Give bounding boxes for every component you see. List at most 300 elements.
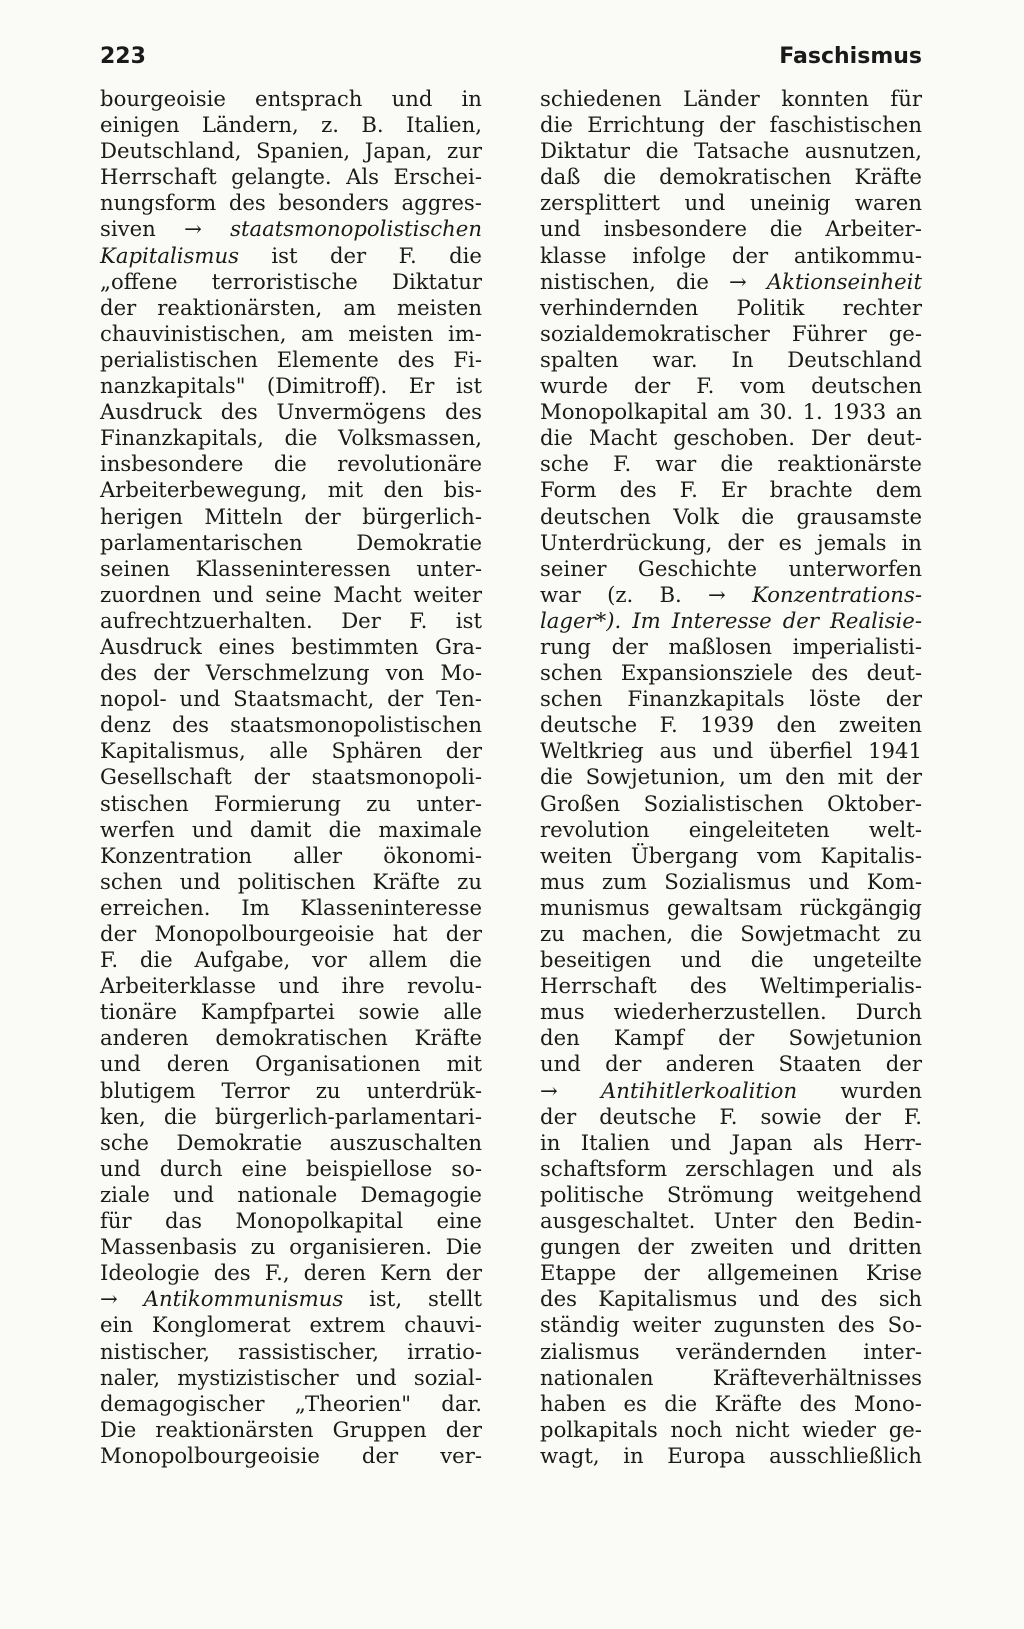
page-number: 223	[100, 43, 146, 69]
text-line	[100, 582, 482, 608]
word: meisten	[348, 320, 434, 346]
word: wurden	[840, 1077, 922, 1103]
word: werfen	[100, 816, 175, 842]
word: F.,	[264, 1260, 290, 1286]
text-line	[540, 1286, 922, 1312]
word: nanzkapitals"	[100, 373, 246, 399]
word: und	[684, 190, 726, 216]
word: brachte	[769, 477, 853, 503]
word: Sowjetunion	[788, 1025, 922, 1051]
word: ein	[100, 1312, 133, 1338]
word: der	[100, 921, 137, 946]
text-line	[100, 686, 482, 712]
word: des	[799, 1390, 837, 1416]
word: des	[619, 477, 657, 503]
word: →	[100, 1286, 118, 1312]
text-line	[540, 530, 922, 556]
word: der	[643, 1260, 680, 1286]
word: reaktionärste	[777, 451, 922, 477]
word: Herrschaft	[100, 164, 217, 190]
word: Antikommunismus	[143, 1286, 344, 1312]
text-line	[100, 164, 482, 190]
word: dem	[875, 477, 922, 503]
word: Sowjetunion,	[585, 764, 726, 790]
word: mus	[540, 999, 585, 1025]
word: Interesse	[671, 607, 772, 633]
word: und	[790, 1234, 832, 1260]
text-line	[100, 921, 482, 947]
text-line	[100, 1443, 482, 1469]
word: damit	[249, 816, 312, 842]
word: denz	[100, 712, 151, 738]
word: So-	[887, 1312, 922, 1338]
page-header	[100, 36, 922, 76]
word: die	[664, 1390, 698, 1416]
word: nopol-	[100, 686, 167, 712]
word: extrem	[309, 1312, 386, 1338]
text-line	[100, 738, 482, 764]
word: B.	[361, 112, 384, 138]
word: zu	[315, 1077, 341, 1103]
word: deutschen	[811, 373, 922, 399]
text-line	[100, 1156, 482, 1182]
word: irratio-	[407, 1338, 482, 1364]
word: 1939	[700, 712, 755, 738]
word: Großen	[540, 790, 621, 816]
text-line	[540, 321, 922, 347]
word: die	[720, 451, 754, 477]
word: Mitteln	[204, 503, 283, 529]
word: Im	[241, 894, 270, 920]
word: rückgängig	[799, 894, 922, 920]
text-line	[100, 869, 482, 895]
text-line	[540, 1156, 922, 1182]
word: Errichtung	[587, 112, 705, 138]
word: ver-	[440, 1442, 482, 1468]
text-line	[100, 86, 482, 112]
word: anderen	[665, 1051, 755, 1077]
word: am	[301, 320, 334, 346]
word: tionäre	[100, 999, 177, 1025]
text-line	[100, 399, 482, 425]
word: weiter	[632, 1312, 701, 1338]
word: überfiel	[769, 738, 853, 764]
word: zweiten	[838, 712, 922, 738]
word: zu	[457, 868, 482, 894]
word: F.	[409, 607, 428, 633]
word: unter-	[416, 555, 482, 581]
word: die	[540, 764, 573, 790]
text-line	[100, 1025, 482, 1051]
word: der	[637, 1234, 674, 1260]
word: der	[782, 607, 819, 633]
word: Monopolbourgeoisie	[154, 921, 375, 946]
word: reaktionärsten,	[157, 294, 323, 320]
text-line	[540, 1417, 922, 1443]
word: und	[100, 1051, 141, 1077]
word: welt-	[868, 816, 922, 842]
text-line	[540, 347, 922, 373]
word: eine	[241, 1155, 288, 1181]
word: Kapitalismus,	[100, 738, 246, 764]
word: der	[634, 373, 671, 399]
text-line	[100, 817, 482, 843]
word: Geschichte	[637, 555, 758, 581]
word: zum	[601, 868, 647, 894]
word: waren	[854, 190, 922, 216]
word: Kräfteverhältnisses	[712, 1364, 922, 1390]
word: deutsche	[599, 1103, 697, 1129]
text-line	[540, 1208, 922, 1234]
word: war	[540, 581, 581, 607]
word: des	[228, 190, 266, 216]
running-title: Faschismus	[779, 43, 922, 69]
word: Unter	[713, 1208, 777, 1234]
word: Mono-	[853, 1390, 922, 1416]
text-line	[100, 138, 482, 164]
word: gungen	[540, 1234, 621, 1260]
word: Der	[341, 607, 381, 633]
word: des	[100, 660, 137, 686]
word: ziale	[100, 1181, 150, 1207]
text-line	[100, 1286, 482, 1312]
word: stischen	[100, 790, 189, 816]
word: inter-	[863, 1338, 922, 1364]
word: F.	[100, 947, 119, 973]
word: Finanzkapitals	[627, 686, 785, 712]
text-line	[540, 190, 922, 216]
word: deut-	[866, 660, 922, 686]
word: F.	[613, 451, 632, 477]
word: Ten-	[436, 686, 482, 712]
word: ist	[455, 607, 482, 633]
word: erreichen.	[100, 894, 211, 920]
word: des	[213, 1260, 251, 1286]
word: Im	[632, 607, 661, 633]
word: Länder	[683, 86, 760, 111]
word: Monopolkapital	[235, 1208, 404, 1234]
word: Macht	[588, 425, 658, 451]
word: rassistischer,	[238, 1338, 380, 1364]
word: demokratischen	[215, 1025, 388, 1051]
word: von	[385, 660, 425, 686]
word: siven	[100, 216, 156, 242]
word: der	[100, 294, 137, 320]
word: F.	[719, 1103, 738, 1129]
word: zu	[366, 790, 392, 816]
word: deren	[303, 1260, 367, 1286]
word: Fi-	[453, 346, 482, 372]
word: hat	[392, 921, 428, 946]
word: anderen	[100, 1025, 189, 1051]
word: Aktionseinheit	[766, 268, 922, 294]
word: und	[758, 1286, 800, 1312]
text-line	[100, 999, 482, 1025]
word: Kräfte	[414, 1025, 482, 1051]
word: verändernden	[676, 1338, 827, 1364]
word: den	[776, 712, 817, 738]
word: Kampfpartei	[200, 999, 335, 1025]
word: der	[445, 1416, 482, 1442]
text-line	[540, 791, 922, 817]
text-line	[100, 216, 482, 242]
word: Durch	[855, 999, 922, 1025]
word: reaktionärsten	[155, 1416, 314, 1442]
word: die	[690, 921, 724, 946]
word: die	[449, 242, 482, 268]
word: (z.	[607, 581, 634, 607]
word: bürgerlich-	[362, 503, 482, 529]
word: beseitigen	[540, 947, 652, 973]
word: →	[708, 581, 726, 607]
word: des	[397, 346, 435, 372]
word: als	[891, 1155, 922, 1181]
word: am	[343, 294, 376, 320]
word: unterdrük-	[366, 1077, 482, 1103]
word: konnten	[781, 86, 869, 111]
word: durch	[159, 1155, 223, 1181]
word: Politik	[736, 294, 805, 320]
word: Japan	[731, 1129, 793, 1155]
word: politischen	[237, 868, 356, 894]
text-line	[540, 1051, 922, 1077]
word: und	[100, 1155, 141, 1181]
word: ständig	[540, 1312, 620, 1338]
word: infolge	[632, 242, 707, 268]
word: Herrschaft	[540, 973, 657, 999]
word: in	[623, 1442, 644, 1468]
word: F.	[696, 373, 715, 399]
word: des	[820, 1286, 858, 1312]
word: ausnutzen,	[804, 138, 922, 164]
word: Diktatur	[391, 268, 482, 294]
word: zugunsten	[713, 1312, 826, 1338]
word: mit	[837, 764, 874, 790]
word: Er	[408, 373, 435, 399]
word: mit	[446, 1051, 482, 1077]
text-line	[100, 1260, 482, 1286]
text-line	[100, 451, 482, 477]
word: ist	[271, 242, 298, 268]
word: am	[717, 399, 750, 425]
text-line	[100, 608, 482, 634]
word: Staaten	[778, 1051, 862, 1077]
word: lager*).	[540, 607, 622, 633]
word: im-	[447, 320, 482, 346]
word: Sozialismus	[664, 868, 792, 894]
word: schen	[540, 686, 603, 712]
text-line	[540, 1078, 922, 1104]
word: Tatsache	[694, 138, 790, 164]
word: seinen	[100, 555, 171, 581]
text-line	[100, 1130, 482, 1156]
text-line	[540, 86, 922, 112]
word: war	[655, 451, 697, 477]
word: Übergang	[630, 842, 739, 868]
text-line	[100, 1078, 482, 1104]
word: wieder	[802, 1416, 876, 1442]
word: sche	[540, 451, 589, 477]
word: verhindernden	[540, 294, 699, 320]
word: die	[540, 112, 573, 138]
word: 30.	[759, 399, 794, 425]
word: die	[328, 816, 362, 842]
word: Staatsmacht,	[233, 686, 375, 712]
word: entsprach	[255, 86, 363, 111]
text-line	[100, 843, 482, 869]
text-line	[100, 895, 482, 921]
word: Finanzkapitals,	[100, 425, 264, 451]
word: Kräfte	[714, 1390, 783, 1416]
word: zur	[447, 138, 482, 164]
word: Japan,	[364, 138, 433, 164]
text-line	[540, 817, 922, 843]
word: insbesondere	[603, 216, 748, 242]
text-line	[100, 1417, 482, 1443]
word: F.	[659, 712, 678, 738]
word: politische	[540, 1181, 645, 1207]
word: der	[727, 529, 764, 555]
text-line	[100, 112, 482, 138]
word: deren	[166, 1051, 230, 1077]
word: für	[100, 1208, 132, 1234]
word: Deutschland	[787, 346, 922, 372]
word: eines	[218, 633, 275, 659]
text-line	[540, 869, 922, 895]
word: es	[623, 1390, 647, 1416]
word: aggres-	[401, 190, 482, 216]
word: Bedin-	[852, 1208, 922, 1234]
word: parlamentarischen	[100, 529, 303, 555]
word: besonders	[278, 190, 389, 216]
text-line	[540, 295, 922, 321]
word: ausgeschaltet.	[540, 1208, 696, 1234]
word: nungsform	[100, 190, 217, 216]
word: Italien,	[405, 112, 482, 138]
text-line	[100, 347, 482, 373]
text-line	[100, 295, 482, 321]
word: Ausdruck	[100, 399, 202, 425]
word: Kom-	[866, 868, 922, 894]
word: Deutschland,	[100, 138, 242, 164]
word: den	[540, 1025, 580, 1051]
word: klasse	[540, 242, 607, 268]
word: der	[719, 112, 756, 138]
text-line	[100, 947, 482, 973]
word: zuordnen	[100, 581, 202, 607]
word: alle	[269, 738, 308, 764]
word: ungeteilte	[812, 947, 922, 973]
word: der	[731, 242, 769, 268]
word: Antihitlerkoalition	[601, 1077, 798, 1103]
word: Arbeiterbewegung,	[100, 477, 308, 503]
word: zu	[250, 1234, 276, 1260]
text-line	[100, 190, 482, 216]
word: die	[139, 947, 173, 973]
word: und	[670, 1129, 712, 1155]
word: und	[832, 1155, 874, 1181]
word: staatsmonopolistischen	[230, 216, 482, 242]
text-line	[540, 138, 922, 164]
word: z.	[321, 112, 340, 138]
word: die	[163, 1103, 197, 1129]
text-line	[540, 477, 922, 503]
word: Organisationen	[255, 1051, 421, 1077]
word: rechter	[842, 294, 922, 320]
text-column-right	[540, 86, 922, 1469]
word: organisieren.	[289, 1234, 432, 1260]
text-line	[100, 321, 482, 347]
word: Arbeiter-	[825, 216, 922, 242]
word: maximale	[378, 816, 482, 842]
text-line	[540, 1104, 922, 1130]
word: des	[837, 1312, 875, 1338]
word: der	[253, 764, 290, 790]
text-line	[100, 1312, 482, 1338]
word: Kapitalismus	[598, 1286, 738, 1312]
word: Krise	[865, 1260, 922, 1286]
word: faschistischen	[769, 112, 922, 138]
text-line	[540, 712, 922, 738]
word: Kapitalis-	[820, 842, 922, 868]
word: Form	[540, 477, 597, 503]
word: bürgerlich-parlamentari-	[214, 1103, 482, 1129]
word: Strömung	[666, 1181, 774, 1207]
word: Sozialistischen	[643, 790, 804, 816]
word: perialistischen	[100, 346, 258, 372]
word: schaftsform	[540, 1155, 668, 1181]
word: stellt	[427, 1286, 482, 1312]
word: zialismus	[540, 1338, 640, 1364]
text-line	[100, 504, 482, 530]
word: Klasseninteresse	[300, 894, 482, 920]
word: 1941	[868, 738, 922, 764]
word: der	[361, 1442, 399, 1468]
word: geschoben.	[673, 425, 795, 451]
word: jemals	[817, 529, 887, 555]
word: und	[191, 816, 233, 842]
word: Herr-	[863, 1129, 922, 1155]
word: staatsmonopolistischen	[230, 712, 482, 738]
word: und	[391, 86, 433, 111]
word: spalten	[540, 346, 619, 372]
word: staatsmonopoli-	[311, 764, 482, 790]
word: F.	[679, 477, 698, 503]
word: die	[284, 425, 318, 451]
text-line	[540, 764, 922, 790]
word: zweiten	[690, 1234, 774, 1260]
word: für	[890, 86, 922, 111]
text-line	[540, 451, 922, 477]
text-line	[100, 660, 482, 686]
text-line	[540, 399, 922, 425]
word: das	[164, 1208, 203, 1234]
word: seine	[265, 581, 322, 607]
word: in	[461, 86, 482, 111]
word: Gesellschaft	[100, 764, 232, 790]
text-line	[540, 243, 922, 269]
word: Als	[346, 164, 380, 190]
word: den	[785, 764, 825, 790]
word: Demagogie	[360, 1181, 482, 1207]
word: grausamste	[796, 503, 922, 529]
word: revolution	[540, 816, 650, 842]
text-line	[540, 686, 922, 712]
word: naler,	[100, 1364, 161, 1390]
word: haben	[540, 1390, 607, 1416]
word: Oktober-	[827, 790, 922, 816]
word: weitgehend	[796, 1181, 922, 1207]
